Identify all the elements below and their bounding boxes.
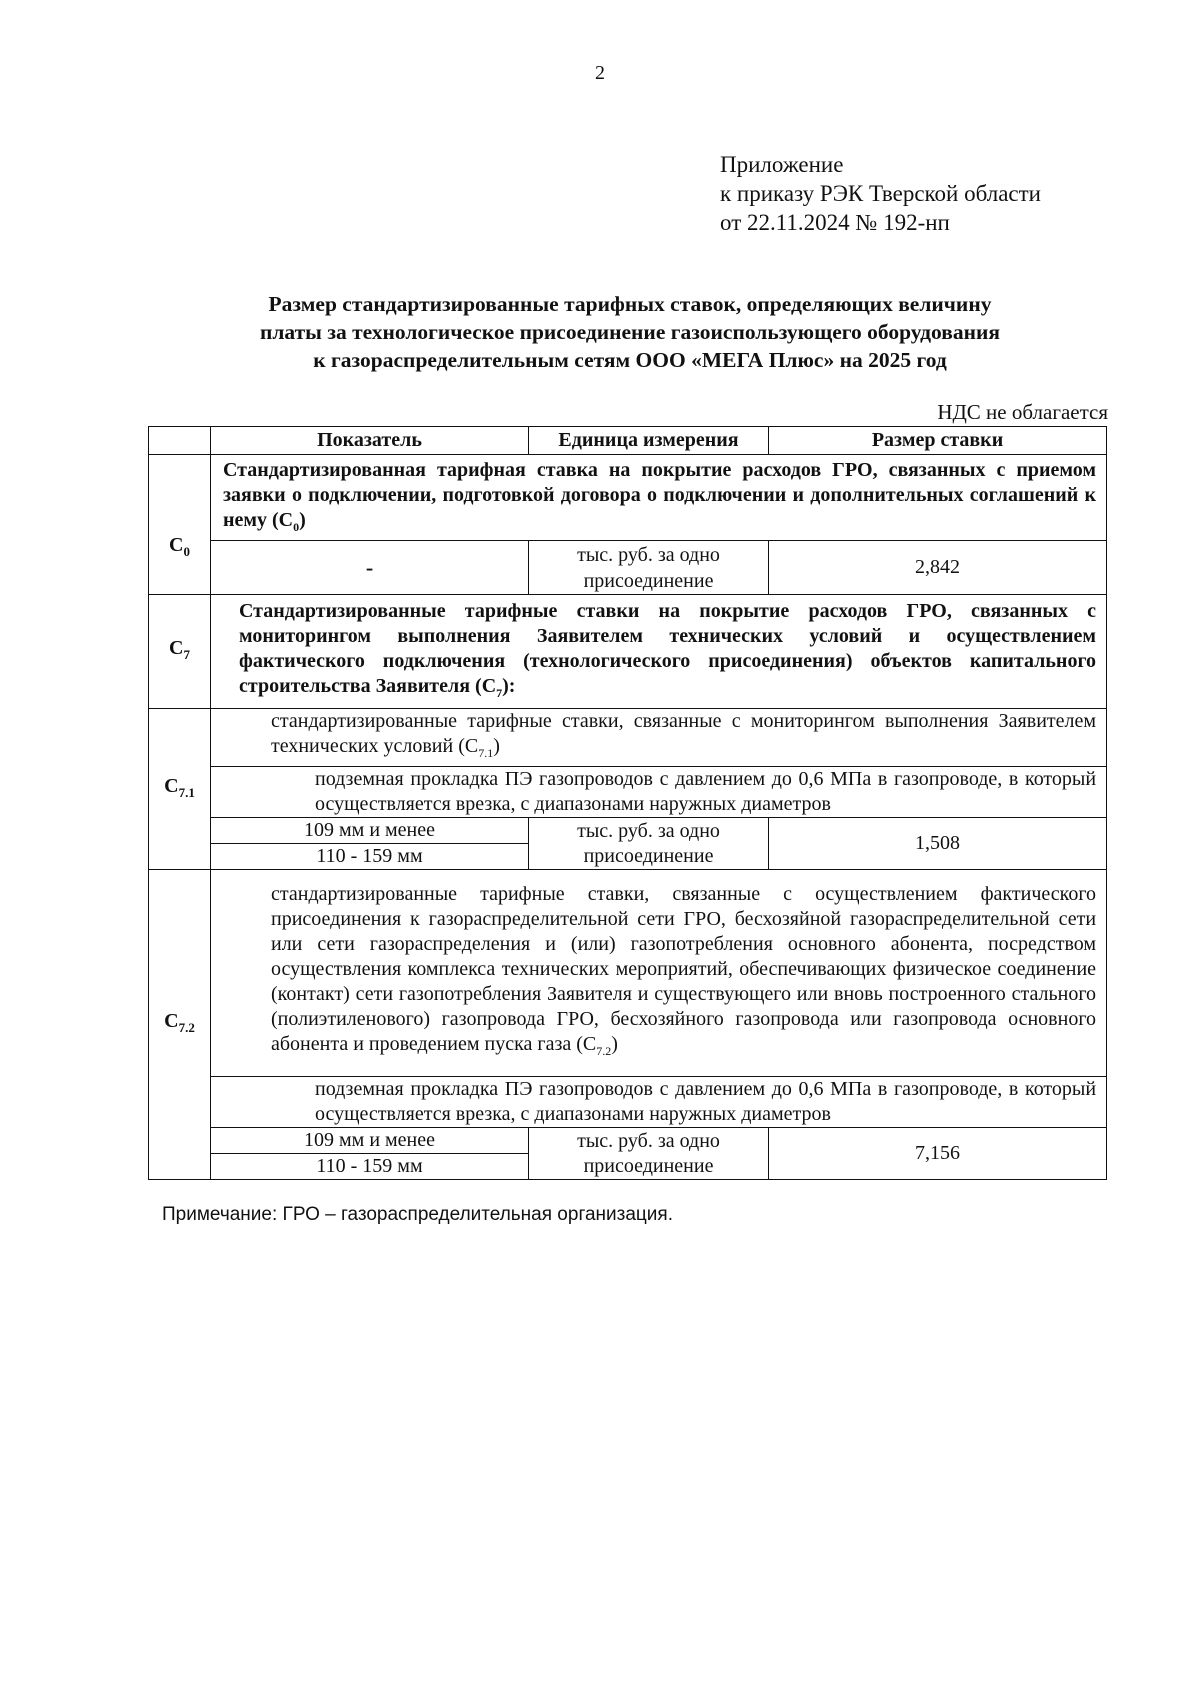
table-row-c0-desc — [149, 455, 1107, 541]
header-empty-cell — [149, 427, 211, 455]
document-title — [160, 290, 1100, 374]
table-row-c71-desc — [149, 709, 1107, 767]
c0-value: 2,842 — [769, 541, 1107, 595]
code-c7: $С_7$ — [149, 595, 211, 709]
c72-unit: тыс. руб. за одно присоединение — [529, 1128, 769, 1180]
table-row-c72-range1 — [149, 1128, 1107, 1154]
title-line-1: Размер стандартизированные тарифных ставок, определяющих величину — [268, 292, 992, 316]
header-rate: Размер ставки — [769, 427, 1107, 455]
c71-unit: тыс. руб. за одно присоединение — [529, 818, 769, 870]
header-indicator: Показатель — [211, 427, 529, 455]
table-row-c0-value — [149, 541, 1107, 595]
header-unit: Единица измерения — [529, 427, 769, 455]
c72-subdescription: подземная прокладка ПЭ газопроводов с давлением до 0,6 МПа в газопроводе, в который осуществляется врезка, с диапазонами наружных диаметров — [211, 1077, 1107, 1128]
appendix-block — [720, 150, 1041, 237]
table-row-c72-subdesc — [149, 1077, 1107, 1128]
c0-indicator: - — [211, 541, 529, 595]
table-row-c72-desc — [149, 870, 1107, 1077]
table-row-c71-subdesc — [149, 767, 1107, 818]
page-number: 2 — [595, 62, 605, 84]
c71-subdescription: подземная прокладка ПЭ газопроводов с давлением до 0,6 МПа в газопроводе, в который осуществляется врезка, с диапазонами наружных диаметров — [211, 767, 1107, 818]
code-c0: $С_0$ — [149, 455, 211, 595]
c71-range-2: 110 - 159 мм — [211, 844, 529, 870]
c71-description: стандартизированные тарифные ставки, связанные с мониторингом выполнения Заявителем технических условий $(С_{7.1})$ — [211, 709, 1107, 767]
table-header-row — [149, 427, 1107, 455]
appendix-line-1: Приложение — [720, 152, 844, 177]
footnote: Примечание: ГРО – газораспределительная организация. — [162, 1204, 673, 1225]
c72-value: 7,156 — [769, 1128, 1107, 1180]
appendix-line-2: к приказу РЭК Тверской области — [720, 181, 1041, 206]
vat-note: НДС не облагается — [937, 400, 1108, 424]
c71-value: 1,508 — [769, 818, 1107, 870]
c72-description: стандартизированные тарифные ставки, связанные с осуществлением фактического присоединения к газораспределительной сети ГРО, бесхозяйной газораспределительной сети или сети газораспределения и (или) газопотребления основного абонента, посредством осуществления комплекса технических мероприятий, обеспечивающих физическое соединение (контакт) сети газопотребления Заявителя и существующего или вновь построенного стального (полиэтиленового) газопровода ГРО, бесхозяйного газопровода или газопровода основного абонента и проведением пуска газа $(С_{7.2})$ — [211, 870, 1107, 1077]
title-line-2: платы за технологическое присоединение газоиспользующего оборудования — [259, 320, 1001, 344]
tariff-table — [148, 426, 1107, 1180]
c72-range-2: 110 - 159 мм — [211, 1154, 529, 1180]
c71-range-1: 109 мм и менее — [211, 818, 529, 844]
title-line-3: к газораспределительным сетям ООО «МЕГА Плюс» на 2025 год — [313, 348, 947, 372]
c7-description: Стандартизированные тарифные ставки на покрытие расходов ГРО, связанных с мониторингом выполнения Заявителем технических условий и осуществлением фактического подключения (технологического присоединения) объектов капитального строительства Заявителя $(С_7)$: — [211, 595, 1107, 709]
appendix-line-3: от 22.11.2024 № 192-нп — [720, 210, 950, 235]
c0-unit: тыс. руб. за одно присоединение — [529, 541, 769, 595]
table-row-c7 — [149, 595, 1107, 709]
code-c71: $С_{7.1}$ — [149, 709, 211, 870]
c0-description: Стандартизированная тарифная ставка на покрытие расходов ГРО, связанных с приемом заявки о подключении, подготовкой договора о подключении и дополнительных соглашений к нему $(С_0)$ — [211, 455, 1107, 541]
code-c72: $С_{7.2}$ — [149, 870, 211, 1180]
table-row-c71-range1 — [149, 818, 1107, 844]
c72-range-1: 109 мм и менее — [211, 1128, 529, 1154]
